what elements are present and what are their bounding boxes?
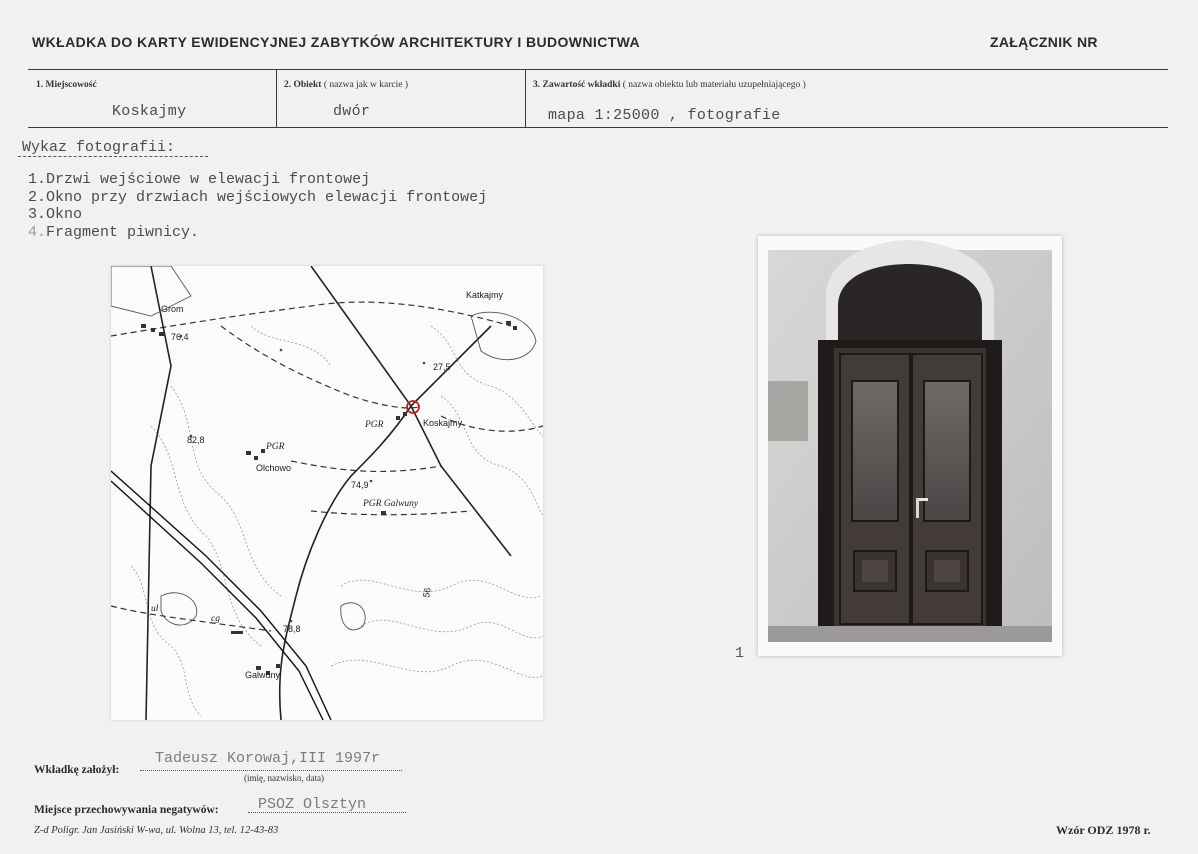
map-label: 82,8 bbox=[187, 435, 205, 445]
map-label: 27,5 bbox=[433, 362, 451, 372]
map-label: cg bbox=[211, 614, 220, 624]
door-photo-drawing bbox=[758, 236, 1062, 656]
photo-number: 1 bbox=[735, 645, 745, 662]
map-label: Olchowo bbox=[256, 463, 292, 473]
form-model: Wzór ODZ 1978 r. bbox=[1056, 823, 1151, 837]
negatives-dotted-line bbox=[248, 812, 406, 813]
map-drawing bbox=[111, 266, 543, 720]
printer-imprint: Z-d Poligr. Jan Jasiński W-wa, ul. Wolna 13, tel. 12-43-83 bbox=[34, 825, 279, 836]
photo-list-item: 1.Drzwi wejściowe w elewacji frontowej bbox=[28, 171, 371, 188]
founder-label: Wkładkę założył: bbox=[34, 764, 120, 776]
map-label: Grom bbox=[161, 304, 184, 314]
door-photograph bbox=[758, 236, 1062, 656]
map-label: 76,4 bbox=[171, 332, 189, 342]
map-label: 74,9 bbox=[351, 480, 369, 490]
map-label: Galwuny bbox=[245, 670, 281, 680]
map-label: 56 bbox=[421, 586, 433, 599]
object-value: dwór bbox=[333, 103, 371, 120]
map-label: 78,8 bbox=[283, 624, 301, 634]
topographic-map bbox=[111, 266, 543, 720]
object-label: 2. Obiekt ( nazwa jak w karcie ) bbox=[284, 80, 408, 90]
negatives-label: Miejsce przechowywania negatywów: bbox=[34, 804, 219, 816]
map-label: ul bbox=[151, 604, 159, 614]
founder-value: Tadeusz Korowaj,III 1997r bbox=[155, 750, 381, 767]
locality-label: 1. Miejscowość bbox=[36, 80, 97, 90]
contents-label: 3. Zawartość wkładki ( nazwa obiektu lub materiału uzupełniającego ) bbox=[533, 80, 806, 90]
locality-value: Koskajmy bbox=[112, 103, 187, 120]
photo-list-item: 3.Okno bbox=[28, 206, 83, 223]
map-label: Koskajmy bbox=[423, 418, 463, 428]
header-top-rule bbox=[28, 69, 1168, 70]
negatives-value: PSOZ Olsztyn bbox=[258, 796, 367, 813]
attachment-number-label: ZAŁĄCZNIK NR bbox=[990, 34, 1098, 50]
founder-hint: (imię, nazwisko, data) bbox=[244, 773, 324, 783]
photo-list-item: 4.Fragment piwnicy. bbox=[28, 223, 200, 241]
header-bottom-rule bbox=[28, 127, 1168, 128]
photo-list-item: 2.Okno przy drzwiach wejściowych elewacji frontowej bbox=[28, 188, 488, 206]
map-label: PGR Galwuny bbox=[363, 499, 419, 509]
photo-list bbox=[28, 171, 487, 241]
map-label: PGR bbox=[266, 442, 285, 452]
form-title: WKŁADKA DO KARTY EWIDENCYJNEJ ZABYTKÓW ARCHITEKTURY I BUDOWNICTWA bbox=[32, 34, 641, 50]
photo-list-heading: Wykaz fotografii: bbox=[22, 139, 176, 156]
contents-value: mapa 1:25000 , fotografie bbox=[548, 107, 781, 124]
founder-dotted-line bbox=[140, 770, 402, 771]
map-label: Katkajmy bbox=[466, 290, 504, 300]
field-divider-2 bbox=[525, 70, 526, 127]
field-divider-1 bbox=[276, 70, 277, 127]
map-label: PGR bbox=[365, 420, 384, 430]
photo-list-heading-underline bbox=[18, 156, 208, 157]
